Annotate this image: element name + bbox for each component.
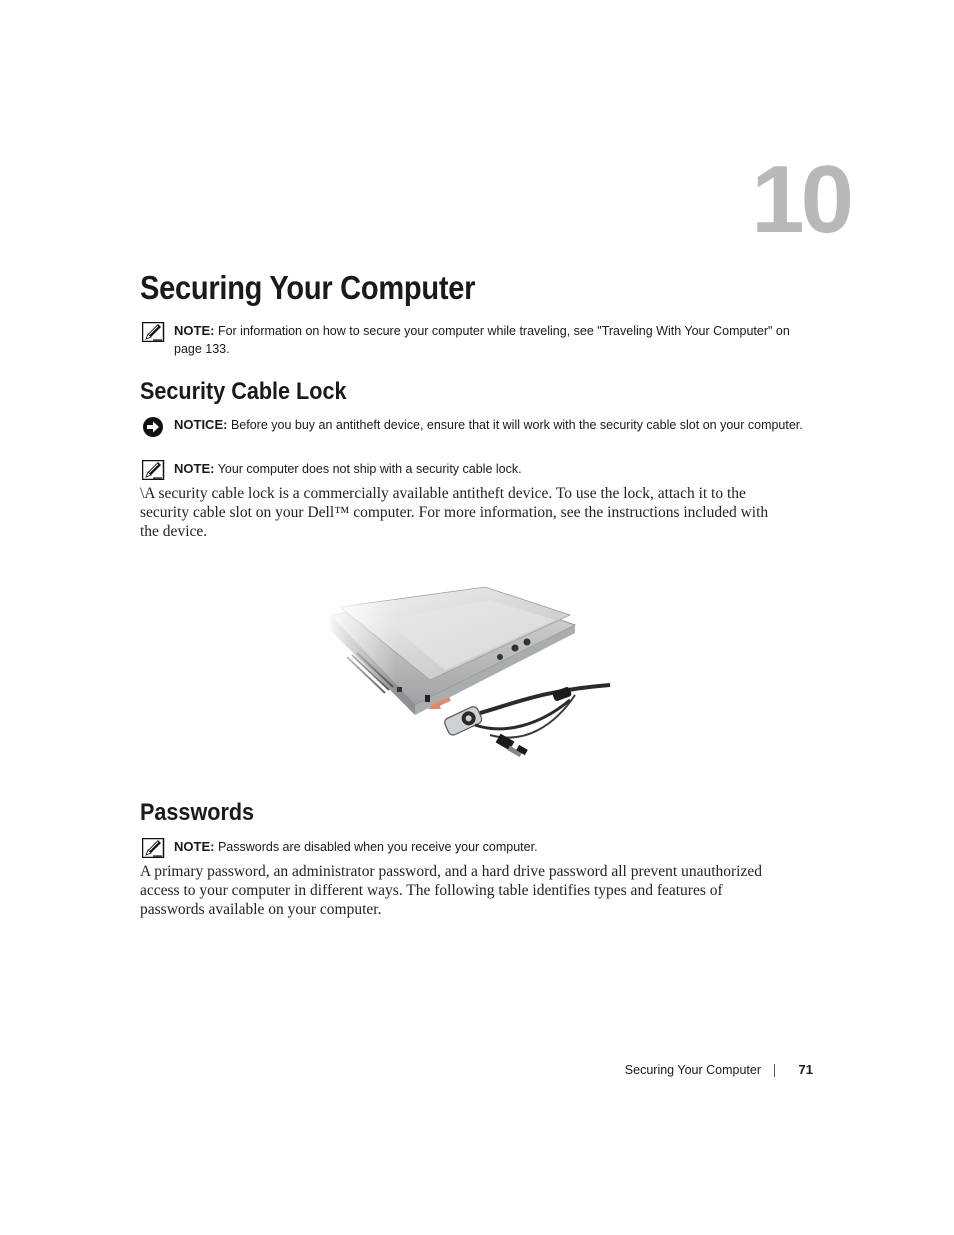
page-footer xyxy=(560,1061,815,1081)
security-cable-illustration xyxy=(325,585,615,770)
note-label: NOTE: xyxy=(174,461,215,476)
notice-label: NOTICE: xyxy=(174,417,228,432)
note-pencil-icon xyxy=(142,838,165,858)
note-label: NOTE: xyxy=(174,839,215,854)
note-text: Passwords are disabled when you receive your computer. xyxy=(217,840,538,854)
footer-divider xyxy=(774,1064,775,1077)
chapter-number: 10 xyxy=(751,146,850,253)
footer-chapter-title: Securing Your Computer xyxy=(624,1063,761,1077)
section-heading-security-cable-lock: Security Cable Lock xyxy=(140,378,347,405)
note-label: NOTE: xyxy=(174,323,215,338)
cable-lock-paragraph: \A security cable lock is a commercially available antitheft device. To use the lock, attach it to the security cable slot on your Dell™ computer. For more information, see the instructions included with the device. xyxy=(140,485,769,540)
section-heading-passwords: Passwords xyxy=(140,799,255,826)
page-title: Securing Your Computer xyxy=(140,269,476,306)
notice-arrow-icon xyxy=(142,416,165,436)
note-pencil-icon xyxy=(142,460,165,480)
note-pencil-icon xyxy=(142,322,165,342)
notice-text: Before you buy an antitheft device, ensure that it will work with the security cable slot on your computer. xyxy=(230,418,803,432)
note-text: Your computer does not ship with a security cable lock. xyxy=(217,462,522,476)
page-number: 71 xyxy=(798,1062,813,1077)
note-text: For information on how to secure your computer while traveling, see "Traveling With Your Computer" on page 133. xyxy=(174,324,790,356)
passwords-paragraph: A primary password, an administrator password, and a hard drive password all prevent unauthorized access to your computer in different ways. The following table identifies types and features of passwords available on your computer. xyxy=(140,863,762,918)
